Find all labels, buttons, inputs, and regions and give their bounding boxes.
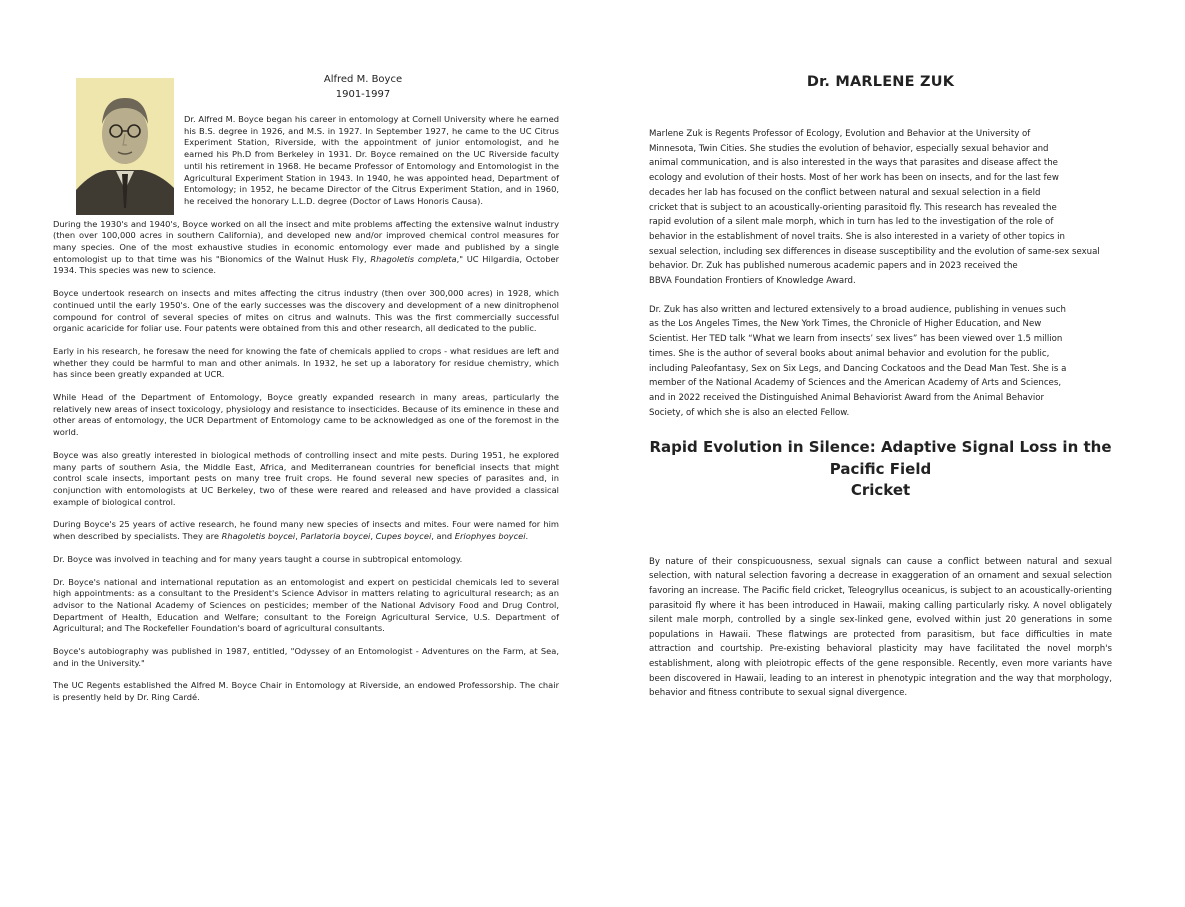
bio2-line: Society, of which she is also an elected Fellow.	[649, 407, 850, 418]
species-sep-2: ,	[370, 531, 376, 542]
bio2-line: Scientist. Her TED talk “What we learn from insects’ sex lives” has been viewed over 1.5 million	[649, 334, 1063, 345]
bio1-line: rapid evolution of a silent male morph, which in turn has led to the investigation of the role of	[649, 217, 1054, 228]
boyce-years: 1901-1997	[335, 89, 391, 100]
species-3: Cupes boycei	[375, 531, 432, 542]
bio1-line: decades her lab has focused on the conflict between natural and sexual selection in a field	[649, 187, 1041, 198]
zuk-bio-research	[649, 127, 1112, 289]
species-sep-3: , and	[431, 531, 455, 542]
bio1-line: behavior in the establishment of novel traits. She is also interested in a variety of other topics in	[649, 231, 1065, 242]
talk-title-line: Rapid Evolution in Silence: Adaptive Signal Loss in the	[649, 438, 1112, 457]
species-sep-1: ,	[295, 531, 301, 542]
bio1-line: ecology and evolution of their hosts. Most of her work has been on insects, and for the last few	[649, 173, 1059, 184]
boyce-autobiography-paragraph: Boyce's autobiography was published in 1987, entitled, "Odyssey of an Entomologist - Adventures on the Farm, at Sea, and in the University."	[53, 646, 559, 668]
walnut-species: Rhagoletis completa	[370, 253, 457, 264]
bio2-line: including Paleofantasy, Sex on Six Legs, and Dancing Cockatoos and the Dead Man Test. She is a	[649, 363, 1067, 374]
bio1-line: BBVA Foundation Frontiers of Knowledge Award.	[649, 276, 856, 287]
species-1: Rhagoletis boycei	[221, 531, 296, 542]
bio1-line: Marlene Zuk is Regents Professor of Ecology, Evolution and Behavior at the University of	[649, 129, 1031, 139]
boyce-teaching-paragraph: Dr. Boyce was involved in teaching and for many years taught a course in subtropical entomology.	[53, 553, 463, 564]
species-4: Eriophyes boycei	[454, 531, 526, 542]
walnut-text-a: During the 1930's and 1940's, Boyce worked on all the insect and mite problems affecting the extensive walnut industry (then over 100,000 acres in southern California), and developed new and/or improved chemical control measures for many species. One of the most exhaustive studies in economic entomology ever made and published by a single entomologist up to that time was his "Bionomics of the Walnut Husk Fly,	[53, 218, 559, 264]
zuk-name: Dr. MARLENE ZUK	[806, 74, 955, 90]
boyce-name: Alfred M. Boyce	[323, 74, 403, 85]
bio1-line: behavior. Dr. Zuk has published numerous academic papers and in 2023 received the	[649, 261, 1018, 272]
talk-title	[649, 437, 1112, 502]
boyce-biocontrol-paragraph: Boyce was also greatly interested in biological methods of controlling insect and mite pests. During 1951, he explored many parts of southern Asia, the Middle East, Africa, and Mediterranean countries for beneficial insects that might control scale insects, important pests on many tree fruit crops. He found several new species of parasites and, in conjunction with entomologists at UC Berkeley, two of these were reared and released and have provided a classical example of biological control.	[53, 449, 559, 507]
boyce-residue-paragraph: Early in his research, he foresaw the need for knowing the fate of chemicals applied to crops - what residues are left and whether they could be harmful to man and other animals. In 1932, he set up a laboratory for residue chemistry, which has since been greatly expanded at UCR.	[53, 345, 559, 380]
portrait-illustration	[76, 78, 174, 215]
species-2: Parlatoria boycei	[300, 531, 371, 542]
talk-abstract: By nature of their conspicuousness, sexual signals can cause a conflict between natural and sexual selection, with natural selection favoring a decrease in exaggeration of an ornament and sexual selection favoring an increase. The Pacific field cricket, Teleogryllus oceanicus, is subject to an acoustically-orienting parasitoid fly where it has been introduced in Hawaii, making calling particularly risky. A novel obligately silent male morph, controlled by a single sex-linked gene, evolved within just 20 generations in some populations in Hawaii. These flatwings are protected from parasitism, but face difficulties in mate attraction and courtship. Pre-existing behavioral plasticity may have facilitated the novel morph's establishment, along with pleiotropic effects of the gene responsible. Recently, even more variants have been discovered in Hawaii, leading to an interest in phenotypic integration and the way that morphology, behavior and fitness contribute to sexual signal divergence.	[649, 556, 1112, 699]
bio2-line: as the Los Angeles Times, the New York Times, the Chronicle of Higher Education, and New	[649, 319, 1042, 330]
bio2-line: and in 2022 received the Distinguished Animal Behaviorist Award from the Animal Behavior	[649, 392, 1045, 403]
bio1-line: Minnesota, Twin Cities. She studies the evolution of behavior, especially sexual behavior and	[649, 143, 1049, 154]
walnut-text-b: ," UC Hilgardia, October 1934. This species was new to science.	[53, 253, 559, 276]
species-end: .	[525, 531, 529, 542]
bio2-line: Dr. Zuk has also written and lectured extensively to a broad audience, publishing in venues such	[649, 304, 1066, 315]
zuk-bio-outreach	[649, 303, 1112, 421]
bio2-line: times. She is the author of several books about animal behavior and evolution for the public,	[649, 348, 1050, 359]
boyce-walnut-paragraph	[53, 219, 559, 278]
boyce-department-paragraph: While Head of the Department of Entomology, Boyce greatly expanded research in many areas, particularly the relatively new areas of insect toxicology, physiology and resistance to insecticides. Because of its eminence in these and other areas of entomology, the UCR Department of Entomology came to be acknowledged as one of the foremost in the world.	[53, 392, 559, 438]
boyce-header	[173, 72, 553, 102]
species-text: During Boyce's 25 years of active research, he found many new species of insects and mites. Four were named for him when described by specialists. They are	[53, 519, 559, 542]
bio1-line: cricket that is subject to an acoustically-orienting parasitoid fly. This research has revealed the	[649, 202, 1057, 213]
bio1-line: animal communication, and is also interested in the ways that parasites and disease affect the	[649, 158, 1058, 169]
boyce-appointments-paragraph: Dr. Boyce's national and international reputation as an entomologist and expert on pesticidal chemicals led to several high appointments: as a consultant to the President's Science Advisor in matters relating to agricultural research; as an advisor to the National Academy of Sciences on pesticides; member of the National Advisory Food and Drug Control, Department of Health, Education and Welfare; consultant to the Foreign Agricultural Service, U.S. Department of Agricultural; and The Rockefeller Foundation's board of agricultural consultants.	[53, 576, 559, 634]
boyce-intro: Dr. Alfred M. Boyce began his career in entomology at Cornell University where he earned his B.S. degree in 1926, and M.S. in 1927. In September 1927, he came to the UC Citrus Experiment Station, Riverside, with the appointment of junior entomologist, and he earned his Ph.D from Berkeley in 1931. Dr. Boyce remained on the UC Riverside faculty until his retirement in 1968. He became Professor of Entomology and Entomologist in the Agricultural Experiment Station in 1943. In 1940, he was appointed head, Department of Entomology; in 1952, he became Director of the Citrus Experiment Station, and in 1960, he received the honorary L.L.D. degree (Doctor of Laws Honoris Causa).	[184, 114, 559, 206]
boyce-species-paragraph	[53, 519, 559, 542]
talk-title-line: Cricket	[850, 481, 911, 500]
boyce-citrus-paragraph: Boyce undertook research on insects and mites affecting the citrus industry (then over 300,000 acres) in 1928, which continued until the early 1950's. One of the early successes was the discovery and development of a new dinitrophenol compound for control of several species of mites on citrus and walnuts. This was the first commercially successful organic acaricide for foliar use. Four patents were obtained from this and other research, all dedicated to the public.	[53, 288, 559, 334]
bio2-line: member of the National Academy of Sciences and the American Academy of Arts and Sciences,	[649, 378, 1062, 389]
bio1-line: sexual selection, including sex differences in disease susceptibility and the evolution of same-sex sexual	[649, 246, 1100, 257]
talk-title-line: Pacific Field	[829, 459, 932, 478]
boyce-column	[53, 72, 559, 715]
boyce-chair-paragraph: The UC Regents established the Alfred M. Boyce Chair in Entomology at Riverside, an endowed Professorship. The chair is presently held by Dr. Ring Cardé.	[53, 680, 559, 703]
zuk-column	[649, 72, 1112, 701]
boyce-portrait	[76, 78, 174, 215]
